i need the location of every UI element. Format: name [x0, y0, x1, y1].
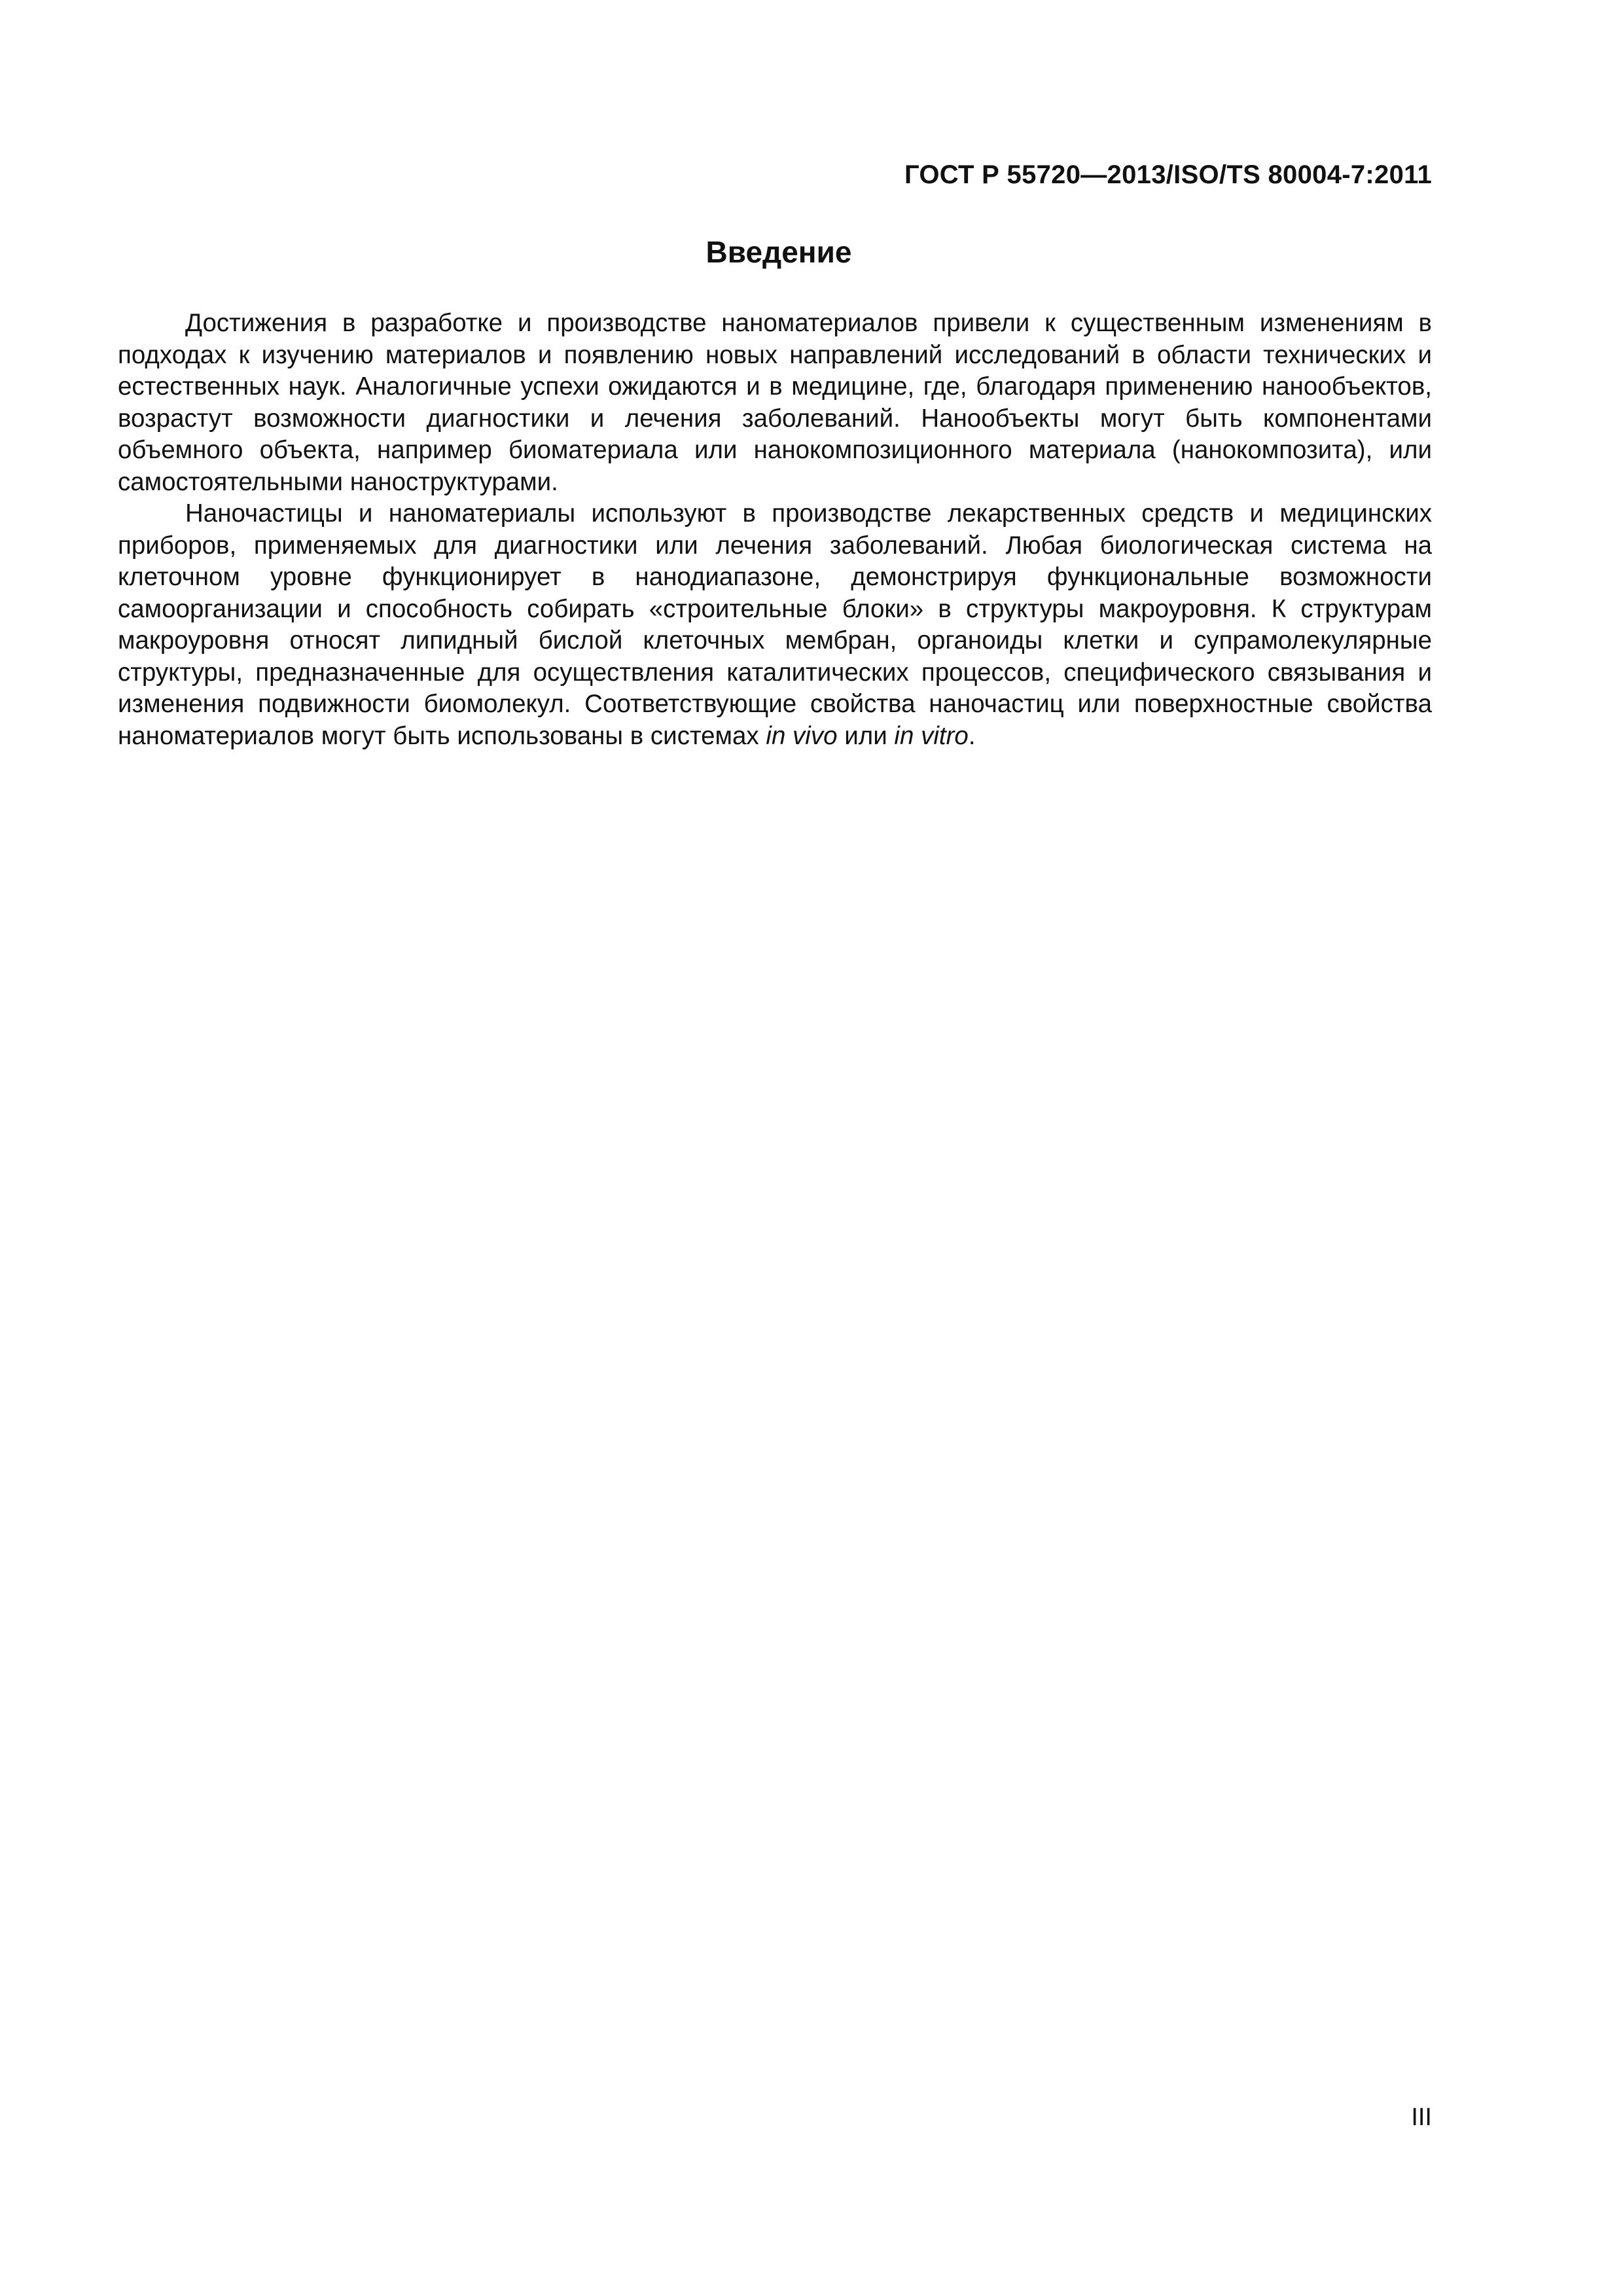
- conjunction-or: или: [837, 721, 895, 750]
- standard-designation: ГОСТ Р 55720—2013/ISO/TS 80004-7:2011: [904, 160, 1432, 189]
- body-text: [118, 308, 1432, 752]
- paragraph-2: [118, 498, 1432, 752]
- term-in-vitro: in vitro: [894, 721, 969, 750]
- paragraph-1: Достижения в разработке и производстве наноматериалов привели к существенным изменениям в подходах к изучению материалов и появлению новых направлений исследований в области технических и естественных наук. Аналогичные успехи ожидаются и в медицине, где, благодаря применению нанообъектов, возрастут возможности диагностики и лечения заболеваний. Нанообъекты могут быть компонентами объемного объекта, например биоматериала или нанокомпозиционного материала (нанокомпозита), или самостоятельными наноструктурами.: [118, 309, 1432, 496]
- term-in-vivo: in vivo: [766, 721, 838, 750]
- sentence-end: .: [968, 721, 976, 750]
- paragraph-2-main: Наночастицы и наноматериалы используют в производстве лекарственных средств и медицинских приборов, применяемых для диагностики или лечения заболеваний. Любая биологическая система на клеточном уровне функционирует в нанодиапазоне, демонстрируя функциональные возможности самоорганизации и способность собирать «строительные блоки» в структуры макроуровня. К структурам макроуровня относят липидный бислой клеточных мембран, органоиды клетки и супрамолекулярные структуры, предназначенные для осуществления каталитических процессов, специфического связывания и изменения подвижности биомолекул. Соответствующие свойства наночастиц или поверхностные свойства наноматериалов могут быть использованы в системах: [118, 499, 1432, 750]
- section-title: Введение: [705, 235, 852, 269]
- page-number: III: [1411, 2104, 1432, 2131]
